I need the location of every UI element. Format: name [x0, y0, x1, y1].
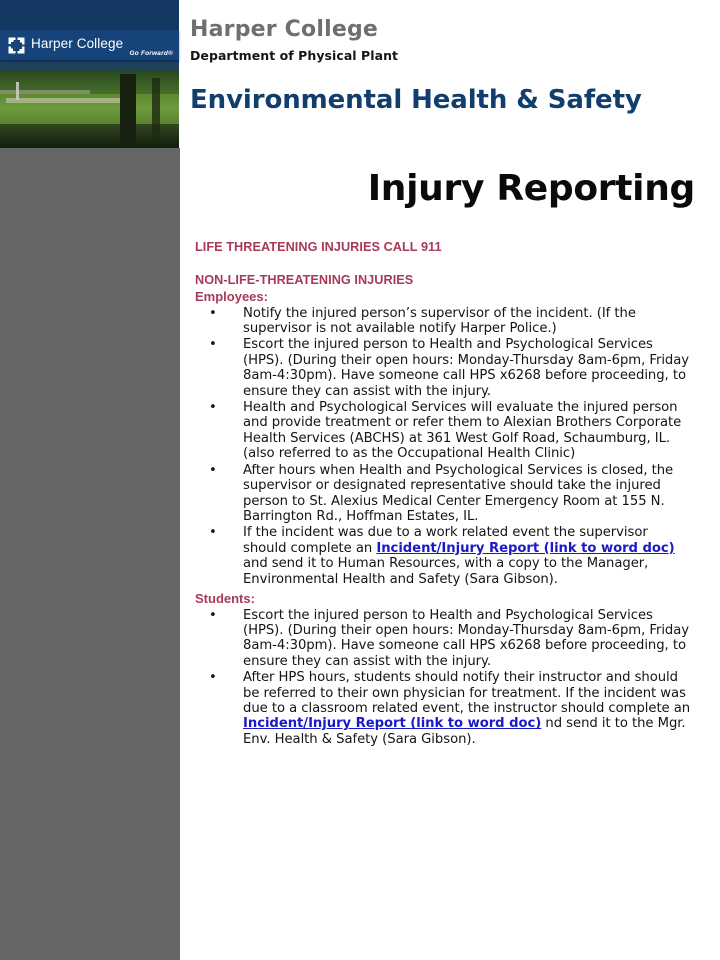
list-item-text: After HPS hours, students should notify their instructor and should be referred to their own physician for treatment. If the incident was due to a classroom related event, the instructor should complete an	[243, 670, 691, 716]
logo-tagline: Go Forward®	[129, 50, 173, 57]
organization-title: Harper College	[190, 17, 379, 42]
photo-pole	[16, 82, 19, 100]
harper-checkerboard-icon	[8, 37, 25, 54]
bullet-dot-icon: •	[209, 525, 217, 541]
list-item-text: Notify the injured person’s supervisor of the incident. (If the supervisor is not available notify Harper Police.)	[243, 305, 636, 337]
sidebar-navy-band	[0, 0, 179, 32]
bullet-dot-icon: •	[209, 400, 217, 416]
page-title: Injury Reporting	[367, 168, 695, 209]
list-item	[195, 337, 695, 400]
nonemergency-heading: NON-LIFE-THREATENING INJURIES	[195, 272, 414, 287]
harper-college-logo-banner	[0, 30, 179, 60]
bullet-dot-icon: •	[209, 337, 217, 353]
list-item	[195, 463, 695, 526]
student-instructions-list	[195, 608, 695, 749]
list-item-text-continued: and send it to Human Resources, with a copy to the Manager, Environmental Health and Safety (Sara Gibson).	[243, 556, 649, 587]
bullet-dot-icon: •	[209, 305, 217, 321]
list-item	[195, 400, 695, 463]
list-item	[195, 670, 695, 748]
list-item	[195, 608, 695, 671]
department-subtitle: Department of Physical Plant	[190, 48, 399, 64]
employees-heading: Employees:	[195, 288, 268, 304]
program-title: Environmental Health & Safety	[190, 85, 642, 116]
photo-tree-trunk-secondary	[152, 78, 160, 140]
list-item-text: Escort the injured person to Health and Psychological Services (HPS). (During their open hours: Monday-Thursday 8am-6pm, Friday 8am-4:30pm). Have someone call HPS x6268 before proceeding, to ensure they can assist with the injury.	[243, 337, 690, 399]
emergency-heading: LIFE THREATENING INJURIES CALL 911	[195, 240, 442, 254]
photo-tree-trunk	[120, 74, 136, 148]
incident-injury-report-link[interactable]: Incident/Injury Report (link to word doc)	[376, 540, 675, 556]
list-item-text: If the incident was due to a work related event the supervisor should complete an	[243, 525, 648, 556]
students-heading: Students:	[195, 590, 255, 606]
photo-path	[6, 98, 126, 103]
bullet-dot-icon: •	[209, 462, 217, 478]
list-item	[195, 306, 695, 338]
list-item	[195, 525, 695, 588]
list-item-text-continued: nd send it to the Mgr. Env. Health & Safety (Sara Gibson).	[243, 716, 686, 747]
sidebar-gray-panel	[0, 148, 180, 960]
employee-instructions-list	[195, 306, 695, 588]
list-item-text: After hours when Health and Psychological Services is closed, the supervisor or designated representative should take the injured person to St. Alexius Medical Center Emergency Room at 155 N. Barrington Rd., Hoffman Estates, IL.	[243, 462, 674, 524]
list-item-text: Health and Psychological Services will evaluate the injured person and provide treatment or refer them to Alexian Brothers Corporate Health Services (ABCHS) at 361 West Golf Road, Schaumburg, IL. (also referred to as the Occupational Health Clinic)	[243, 400, 682, 462]
bullet-dot-icon: •	[209, 670, 217, 686]
page-header	[190, 18, 710, 115]
incident-injury-report-link[interactable]: Incident/Injury Report (link to word doc)	[243, 716, 542, 732]
content-body	[195, 240, 695, 748]
logo-wordmark: Harper College	[31, 36, 124, 51]
bullet-dot-icon: •	[209, 607, 217, 623]
heading-spacer	[195, 256, 695, 273]
list-item-text: Escort the injured person to Health and Psychological Services (HPS). (During their open hours: Monday-Thursday 8am-6pm, Friday 8am-4:30pm). Have someone call HPS x6268 before proceeding, to ensure they can assist with the injury.	[243, 607, 690, 669]
